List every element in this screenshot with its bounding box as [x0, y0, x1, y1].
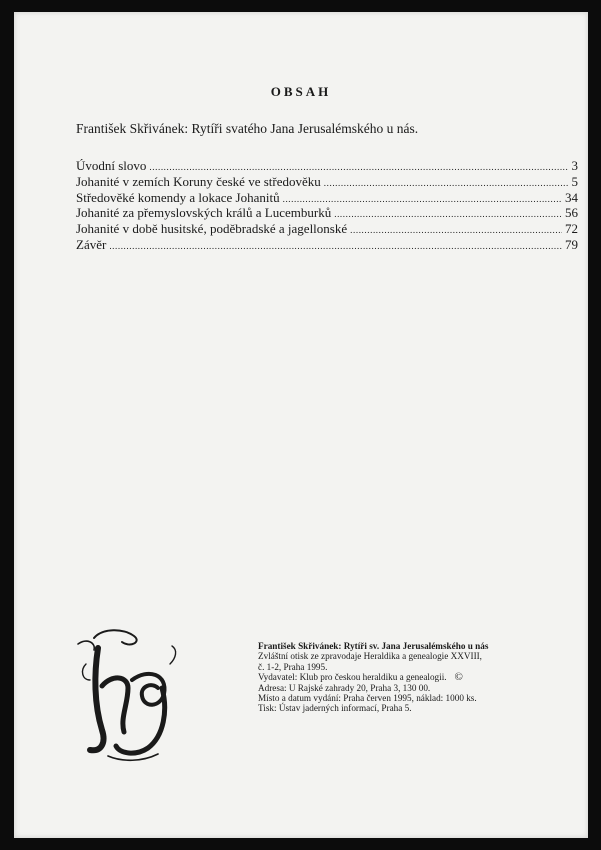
toc-entry-title: Johanité v době husitské, poděbradské a jagellonské	[76, 221, 348, 237]
toc-entry-title: Středověké komendy a lokace Johanitů	[76, 189, 280, 205]
toc-entry-title: Závěr	[76, 236, 107, 252]
toc-entry-title: Johanité za přemyslovských králů a Lucemburků	[76, 205, 332, 221]
hg-monogram-logo	[72, 624, 182, 764]
colophon-title: František Skřivánek: Rytíři sv. Jana Jerusalémského u nás	[258, 641, 489, 651]
contents-heading: OBSAH	[270, 84, 332, 99]
toc-leader-dots	[324, 178, 569, 188]
colophon-issue: č. 1-2, Praha 1995.	[258, 661, 328, 672]
author-title-line: František Skřivánek: Rytíři svatého Jana Jerusalémského u nás.	[76, 121, 419, 136]
toc-leader-dots	[350, 225, 562, 235]
toc-entry-page: 72	[565, 221, 578, 237]
toc-entry	[76, 174, 578, 190]
toc-leader-dots	[109, 241, 562, 251]
logo-monogram-text: hg	[72, 624, 73, 625]
toc-entry-page: 5	[571, 173, 578, 189]
colophon-place-date: Místo a datum vydání: Praha červen 1995, náklad: 1000 ks.	[258, 693, 477, 704]
toc-entry-page: 79	[565, 236, 578, 252]
toc-entry	[76, 158, 578, 174]
colophon-publisher	[258, 672, 588, 682]
toc-leader-dots	[334, 209, 562, 219]
table-of-contents	[76, 158, 578, 253]
colophon-offprint: Zvláštní otisk ze zpravodaje Heraldika a genealogie XXVIII,	[258, 651, 482, 662]
toc-leader-dots	[283, 194, 562, 204]
toc-entry-title: Úvodní slovo	[76, 158, 147, 173]
toc-leader-dots	[149, 162, 568, 172]
toc-entry	[76, 205, 578, 221]
publisher-text: Vydavatel: Klub pro českou heraldiku a genealogii.	[258, 672, 447, 683]
toc-entry	[76, 190, 578, 206]
toc-entry	[76, 221, 578, 237]
colophon-address: Adresa: U Rajské zahrady 20, Praha 3, 130 00.	[258, 682, 431, 693]
colophon-printer: Tisk: Ústav jaderných informací, Praha 5.	[258, 703, 412, 714]
colophon	[258, 641, 588, 714]
toc-entry-page: 3	[571, 158, 578, 173]
copyright-icon: ©	[454, 671, 463, 684]
toc-entry-page: 34	[565, 189, 578, 205]
toc-entry-page: 56	[565, 205, 578, 221]
toc-entry-title: Johanité v zemích Koruny české ve středověku	[76, 173, 321, 189]
book-back-cover	[14, 12, 588, 838]
toc-entry	[76, 237, 578, 253]
